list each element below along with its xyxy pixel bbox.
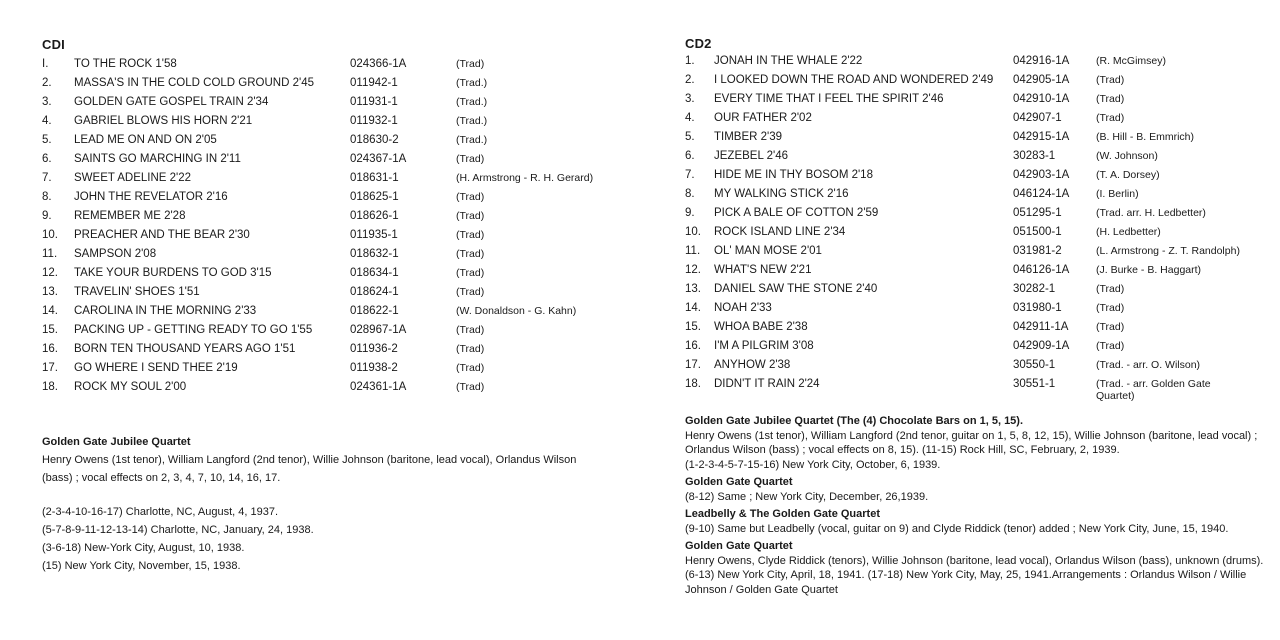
composer-credit: (Trad) — [456, 324, 485, 336]
composer-credit: (L. Armstrong - Z. T. Randolph) — [1096, 245, 1240, 257]
track-title: DANIEL SAW THE STONE 2'40 — [714, 283, 878, 295]
matrix-number: 042910-1A — [1013, 93, 1070, 105]
composer-credit: (W. Donaldson - G. Kahn) — [456, 305, 577, 317]
track-title: PREACHER AND THE BEAR 2'30 — [74, 229, 250, 241]
matrix-number: 30551-1 — [1013, 378, 1056, 390]
cd1-title: CDI — [42, 37, 65, 52]
composer-credit: (Trad) — [456, 381, 485, 393]
composer-credit: (H. Armstrong - R. H. Gerard) — [456, 172, 594, 184]
matrix-number: 011935-1 — [350, 229, 398, 241]
track-title: BORN TEN THOUSAND YEARS AGO 1'51 — [74, 343, 296, 355]
track-title: GABRIEL BLOWS HIS HORN 2'21 — [74, 115, 253, 127]
composer-credit: (Trad) — [456, 267, 485, 279]
matrix-number: 042903-1A — [1013, 169, 1070, 181]
composer-credit: (Trad) — [456, 191, 485, 203]
track-title: SWEET ADELINE 2'22 — [74, 172, 192, 184]
credit-line: (6-13) New York City, April, 18, 1941. (17-18) New York City, May, 25, 1941.Arrangements : Orlandus Wilson / Willie Johnson / Golden Gate Quartet — [685, 569, 1247, 596]
composer-credit: (Trad) — [456, 286, 485, 298]
matrix-number: 011931-1 — [350, 96, 398, 108]
matrix-number: 042909-1A — [1013, 340, 1070, 352]
matrix-number: 042911-1A — [1013, 321, 1069, 333]
track-number: 2. — [42, 77, 52, 89]
track-number: 12. — [685, 264, 701, 276]
credit-line: (9-10) Same but Leadbelly (vocal, guitar on 9) and Clyde Riddick (tenor) added ; New York City, June, 15, 1940. — [685, 522, 1229, 535]
track-number: 18. — [42, 381, 58, 393]
matrix-number: 051500-1 — [1013, 226, 1062, 238]
track-title: LEAD ME ON AND ON 2'05 — [74, 134, 217, 146]
track-number: 8. — [42, 191, 52, 203]
composer-credit: (Trad) — [456, 248, 485, 260]
composer-credit: (B. Hill - B. Emmrich) — [1096, 131, 1194, 143]
matrix-number: 051295-1 — [1013, 207, 1062, 219]
track-number: 4. — [685, 112, 695, 124]
matrix-number: 042907-1 — [1013, 112, 1062, 124]
matrix-number: 018631-1 — [350, 172, 399, 184]
matrix-number: 028967-1A — [350, 324, 407, 336]
track-number: 16. — [685, 340, 701, 352]
track-title: JEZEBEL 2'46 — [714, 150, 789, 162]
composer-credit: (Trad) — [1096, 112, 1125, 124]
matrix-number: 024361-1A — [350, 381, 407, 393]
composer-credit: (I. Berlin) — [1096, 188, 1139, 200]
matrix-number: 046126-1A — [1013, 264, 1070, 276]
matrix-number: 011932-1 — [350, 115, 398, 127]
composer-credit: (Trad.) — [456, 134, 488, 146]
matrix-number: 024366-1A — [350, 58, 407, 70]
cd1-group-name: Golden Gate Jubilee Quartet — [42, 436, 191, 448]
composer-credit: (Trad.) — [456, 115, 488, 127]
track-number: 17. — [685, 359, 701, 371]
track-number: 5. — [685, 131, 695, 143]
credit-group — [685, 507, 1265, 536]
track-title: CAROLINA IN THE MORNING 2'33 — [74, 305, 257, 317]
track-title: OUR FATHER 2'02 — [714, 112, 812, 124]
credit-group — [685, 539, 1265, 597]
track-title: DIDN'T IT RAIN 2'24 — [714, 378, 820, 390]
session-line: (5-7-8-9-11-12-13-14) Charlotte, NC, January, 24, 1938. — [42, 524, 314, 536]
track-title: PICK A BALE OF COTTON 2'59 — [714, 207, 879, 219]
credit-group — [685, 414, 1265, 472]
track-number: I. — [42, 58, 49, 70]
composer-credit: (Trad) — [1096, 74, 1125, 86]
track-title: SAMPSON 2'08 — [74, 248, 157, 260]
composer-credit: (Trad) — [1096, 302, 1125, 314]
matrix-number: 018630-2 — [350, 134, 399, 146]
track-title: MASSA'S IN THE COLD COLD GROUND 2'45 — [74, 77, 314, 89]
composer-credit: (Trad) — [456, 153, 485, 165]
matrix-number: 011936-2 — [350, 343, 398, 355]
matrix-number: 018634-1 — [350, 267, 399, 279]
track-title: EVERY TIME THAT I FEEL THE SPIRIT 2'46 — [714, 93, 944, 105]
track-title: TIMBER 2'39 — [714, 131, 783, 143]
composer-credit: (Trad) — [456, 362, 485, 374]
composer-credit: (Trad) — [1096, 93, 1125, 105]
matrix-number: 042915-1A — [1013, 131, 1070, 143]
track-title: ROCK ISLAND LINE 2'34 — [714, 226, 846, 238]
composer-credit: (J. Burke - B. Haggart) — [1096, 264, 1202, 276]
credit-line: (8-12) Same ; New York City, December, 26,1939. — [685, 490, 929, 503]
matrix-number: 011942-1 — [350, 77, 398, 89]
track-title: MY WALKING STICK 2'16 — [714, 188, 849, 200]
matrix-number: 018626-1 — [350, 210, 399, 222]
matrix-number: 031981-2 — [1013, 245, 1062, 257]
track-title: I LOOKED DOWN THE ROAD AND WONDERED 2'49 — [714, 74, 994, 86]
composer-credit: (R. McGimsey) — [1096, 55, 1166, 67]
composer-credit: (Trad. - arr. Golden Gate Quartet) — [1096, 378, 1211, 402]
track-number: 5. — [42, 134, 52, 146]
track-number: 2. — [685, 74, 695, 86]
matrix-number: 031980-1 — [1013, 302, 1062, 314]
track-number: 7. — [685, 169, 695, 181]
credit-group-name: Golden Gate Quartet — [685, 476, 793, 488]
composer-credit: (Trad) — [456, 210, 485, 222]
track-title: PACKING UP - GETTING READY TO GO 1'55 — [74, 324, 313, 336]
composer-credit: (W. Johnson) — [1096, 150, 1158, 162]
session-line: (2-3-4-10-16-17) Charlotte, NC, August, 4, 1937. — [42, 506, 279, 518]
track-number: 13. — [685, 283, 701, 295]
composer-credit: (Trad) — [456, 58, 485, 70]
track-title: GOLDEN GATE GOSPEL TRAIN 2'34 — [74, 96, 269, 108]
track-number: 10. — [42, 229, 58, 241]
track-number: 6. — [685, 150, 695, 162]
track-title: REMEMBER ME 2'28 — [74, 210, 186, 222]
cd1-sessions — [42, 503, 602, 575]
track-number: 7. — [42, 172, 52, 184]
track-title: SAINTS GO MARCHING IN 2'11 — [74, 153, 241, 165]
composer-credit: (Trad. arr. H. Ledbetter) — [1096, 207, 1206, 219]
track-number: 8. — [685, 188, 695, 200]
credit-line: (1-2-3-4-5-7-15-16) New York City, October, 6, 1939. — [685, 458, 941, 471]
track-number: 15. — [685, 321, 701, 333]
cd1-personnel: Henry Owens (1st tenor), William Langford (2nd tenor), Willie Johnson (baritone, lead vocal), Orlandus Wilson (bass) ; vocal effects on 2, 3, 4, 7, 10, 14, 16, 17. — [42, 454, 577, 484]
matrix-number: 30283-1 — [1013, 150, 1056, 162]
cd2-title: CD2 — [685, 36, 712, 51]
matrix-number: 046124-1A — [1013, 188, 1070, 200]
matrix-number: 018632-1 — [350, 248, 399, 260]
track-number: 9. — [42, 210, 52, 222]
composer-credit: (Trad) — [1096, 321, 1125, 333]
track-number: 3. — [685, 93, 695, 105]
track-title: OL' MAN MOSE 2'01 — [714, 245, 822, 257]
track-title: JOHN THE REVELATOR 2'16 — [74, 191, 228, 203]
track-number: 12. — [42, 267, 58, 279]
matrix-number: 011938-2 — [350, 362, 398, 374]
track-number: 1. — [685, 55, 695, 67]
cd2-credits — [685, 414, 1265, 600]
track-number: 18. — [685, 378, 701, 390]
credit-group — [685, 475, 1265, 504]
credit-group-name: Leadbelly & The Golden Gate Quartet — [685, 508, 880, 520]
track-number: 17. — [42, 362, 58, 374]
track-title: JONAH IN THE WHALE 2'22 — [714, 55, 863, 67]
track-number: 15. — [42, 324, 58, 336]
matrix-number: 024367-1A — [350, 153, 407, 165]
track-title: ANYHOW 2'38 — [714, 359, 791, 371]
track-number: 4. — [42, 115, 52, 127]
track-number: 14. — [685, 302, 701, 314]
credit-line: Henry Owens (1st tenor), William Langford (2nd tenor, guitar on 1, 5, 8, 12, 15), Willie Johnson (baritone, lead vocal) ; Orlandus Wilson (bass) ; vocal effects on 8, 15). (11-15) Rock Hill, SC, February, 2, 1939. — [685, 429, 1258, 456]
matrix-number: 018625-1 — [350, 191, 399, 203]
matrix-number: 018622-1 — [350, 305, 399, 317]
composer-credit: (Trad) — [456, 229, 485, 241]
matrix-number: 042905-1A — [1013, 74, 1070, 86]
credit-group-name: Golden Gate Quartet — [685, 540, 793, 552]
track-number: 10. — [685, 226, 701, 238]
session-line: (3-6-18) New-York City, August, 10, 1938. — [42, 542, 245, 554]
matrix-number: 30282-1 — [1013, 283, 1056, 295]
track-title: WHAT'S NEW 2'21 — [714, 264, 812, 276]
track-number: 3. — [42, 96, 52, 108]
track-number: 14. — [42, 305, 58, 317]
credit-group-name: Golden Gate Jubilee Quartet (The (4) Chocolate Bars on 1, 5, 15). — [685, 415, 1024, 427]
matrix-number: 018624-1 — [350, 286, 399, 298]
matrix-number: 042916-1A — [1013, 55, 1070, 67]
composer-credit: (Trad.) — [456, 96, 488, 108]
track-title: I'M A PILGRIM 3'08 — [714, 340, 814, 352]
track-title: GO WHERE I SEND THEE 2'19 — [74, 362, 238, 374]
track-number: 9. — [685, 207, 695, 219]
track-title: NOAH 2'33 — [714, 302, 772, 314]
track-title: WHOA BABE 2'38 — [714, 321, 808, 333]
track-title: ROCK MY SOUL 2'00 — [74, 381, 187, 393]
credit-line: Henry Owens, Clyde Riddick (tenors), Willie Johnson (baritone, lead vocal), Orlandus Wilson (bass), unknown (drums). — [685, 554, 1264, 567]
track-title: HIDE ME IN THY BOSOM 2'18 — [714, 169, 873, 181]
composer-credit: (Trad) — [1096, 283, 1125, 295]
composer-credit: (Trad) — [1096, 340, 1125, 352]
composer-credit: (Trad) — [456, 343, 485, 355]
matrix-number: 30550-1 — [1013, 359, 1056, 371]
session-line: (15) New York City, November, 15, 1938. — [42, 560, 241, 572]
track-title: TAKE YOUR BURDENS TO GOD 3'15 — [74, 267, 272, 279]
track-number: 13. — [42, 286, 58, 298]
track-number: 11. — [42, 248, 58, 260]
track-title: TRAVELIN' SHOES 1'51 — [74, 286, 200, 298]
composer-credit: (Trad.) — [456, 77, 488, 89]
track-number: 6. — [42, 153, 52, 165]
composer-credit: (T. A. Dorsey) — [1096, 169, 1160, 181]
track-number: 16. — [42, 343, 58, 355]
track-number: 11. — [685, 245, 701, 257]
cd1-credits — [42, 433, 602, 575]
composer-credit: (H. Ledbetter) — [1096, 226, 1161, 238]
composer-credit: (Trad. - arr. O. Wilson) — [1096, 359, 1201, 371]
track-title: TO THE ROCK 1'58 — [74, 58, 177, 70]
